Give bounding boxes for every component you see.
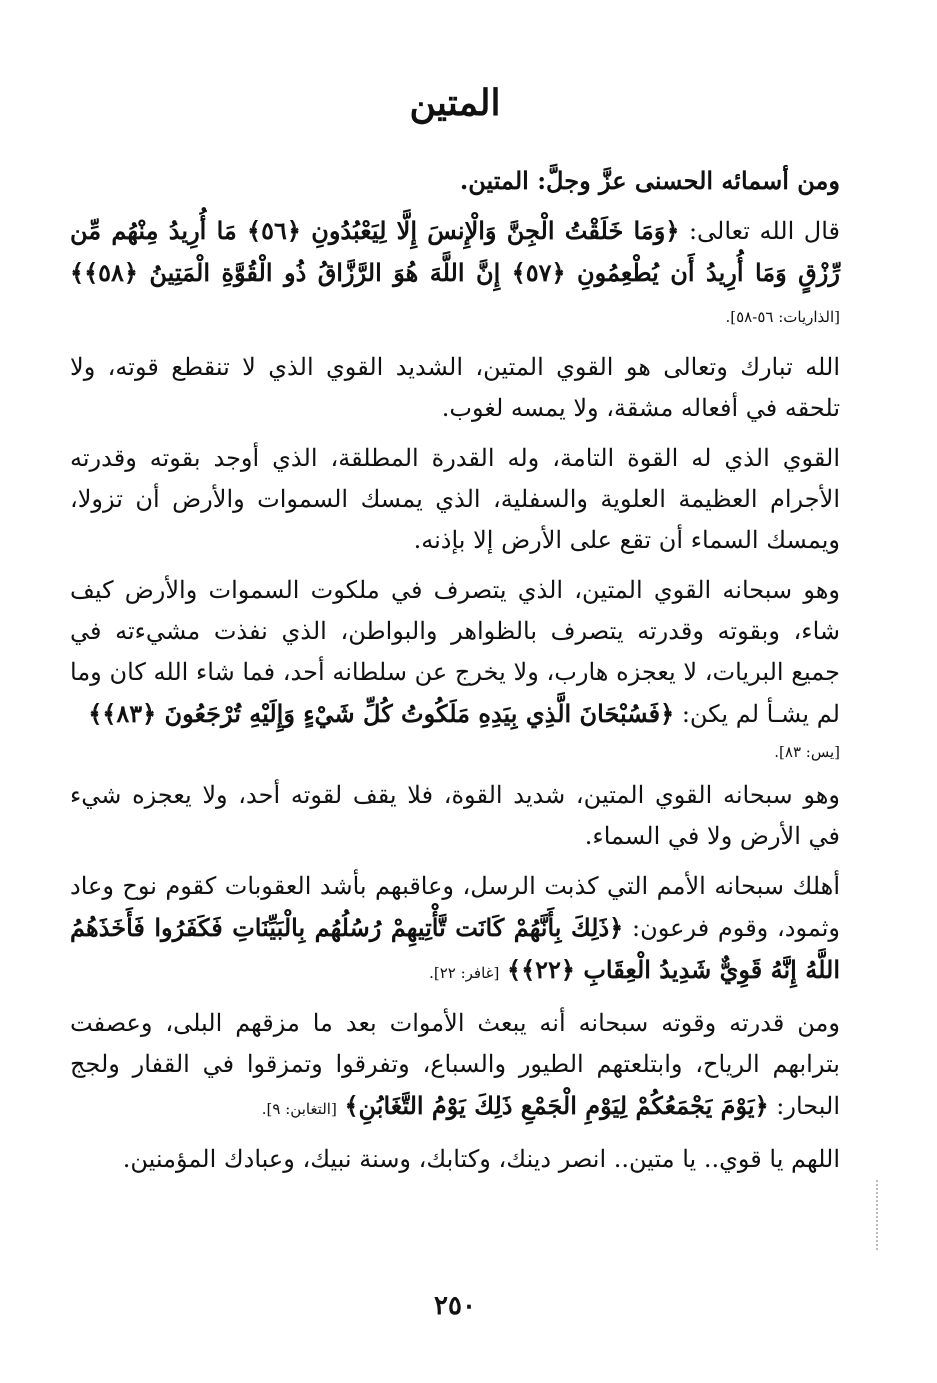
quran-verse-1: ﴿وَمَا خَلَقْتُ الْجِنَّ وَالْإِنسَ إِلَّا لِيَعْبُدُونِ ﴿٥٦﴾ مَا أُرِيدُ مِنْهُم مِّن رِّزْقٍ وَمَا أُرِيدُ أَن يُطْعِمُونِ ﴿٥٧﴾ إِنَّ اللَّهَ هُوَ الرَّزَّاقُ ذُو الْقُوَّةِ الْمَتِينُ ﴿٥٨﴾﴾ <box>70 216 840 287</box>
quran-verse-2: ﴿فَسُبْحَانَ الَّذِي بِيَدِهِ مَلَكُوتُ كُلِّ شَيْءٍ وَإِلَيْهِ تُرْجَعُونَ ﴿٨٣﴾﴾ <box>88 699 675 728</box>
paragraph-3: القوي الذي له القوة التامة، وله القدرة المطلقة، الذي أوجد بقوته وقدرته الأجرام العظيمة العلوية والسفلية، الذي يمسك السموات والأرض أن تزولا، ويمسك السماء أن تقع على الأرض إلا بإذنه. <box>70 444 840 554</box>
verse-reference-3: [غافر: ٢٢]. <box>429 964 500 982</box>
quran-verse-4: ﴿يَوْمَ يَجْمَعُكُمْ لِيَوْمِ الْجَمْعِ ذَلِكَ يَوْمُ التَّغَابُنِ﴾ <box>344 1091 769 1120</box>
paragraph-1 <box>70 210 840 338</box>
verse-reference-4: [التغابن: ٩]. <box>261 1100 337 1118</box>
page-body <box>70 160 840 1189</box>
quran-verse-3: ﴿ذَلِكَ بِأَنَّهُمْ كَانَت تَّأْتِيهِمْ رُسُلُهُم بِالْبَيِّنَاتِ فَكَفَرُوا فَأَخَذَهُمُ اللَّهُ إِنَّهُ قَوِيٌّ شَدِيدُ الْعِقَابِ ﴿٢٢﴾﴾ <box>70 913 840 984</box>
paragraph-7 <box>70 1003 840 1130</box>
paragraph-4 <box>70 570 840 735</box>
closing-prayer: اللهم يا قوي.. يا متين.. انصر دينك، وكتابك، وسنة نبيك، وعبادك المؤمنين. <box>122 1145 840 1173</box>
paragraph-2: الله تبارك وتعالى هو القوي المتين، الشديد القوي الذي لا تنقطع قوته، ولا تلحقه في أفعاله مشقة، ولا يمسه لغوب. <box>70 353 840 422</box>
margin-scan-dots <box>876 1180 888 1250</box>
paragraph-1-lead: قال الله تعالى: <box>688 217 841 245</box>
verse-reference-1: [الذاريات: ٥٦-٥٨]. <box>725 308 840 326</box>
paragraph-4-text: وهو سبحانه القوي المتين، الذي يتصرف في ملكوت السموات والأرض كيف شاء، وبقوته وقدرته يتصرف بالظواهر والبواطن، الذي نفذت مشيءته في جميع البريات، لا يعجزه هارب، ولا يخرج عن سلطانه أحد، فما شاء الله كان وما لم يشـأ لم يكن: <box>70 576 840 728</box>
paragraph-5: وهو سبحانه القوي المتين، شديد القوة، فلا يقف لقوته أحد، ولا يعجزه شيء في الأرض ولا في السماء. <box>70 781 840 850</box>
paragraph-6-text: أهلك سبحانه الأمم التي كذبت الرسل، وعاقبهم بأشد العقوبات كقوم نوح وعاد وثمود، وقوم فرعون: <box>70 872 840 942</box>
paragraph-7-text: ومن قدرته وقوته سبحانه أنه يبعث الأموات بعد ما مزقهم البلى، وعصفت بترابهم الرياح، وابتلعتهم الطيور والسباع، وتفرقوا وتمزقوا في القفار ولجج البحار: <box>70 1009 840 1120</box>
page-title: المتين <box>409 82 501 124</box>
page-number: ٢٥٠ <box>434 1291 476 1321</box>
paragraph-6 <box>70 866 840 994</box>
book-page <box>70 0 840 1383</box>
intro-line: ومن أسمائه الحسنى عزَّ وجلَّ: المتين. <box>459 166 840 195</box>
verse-reference-2: [يس: ٨٣]. <box>774 743 840 761</box>
